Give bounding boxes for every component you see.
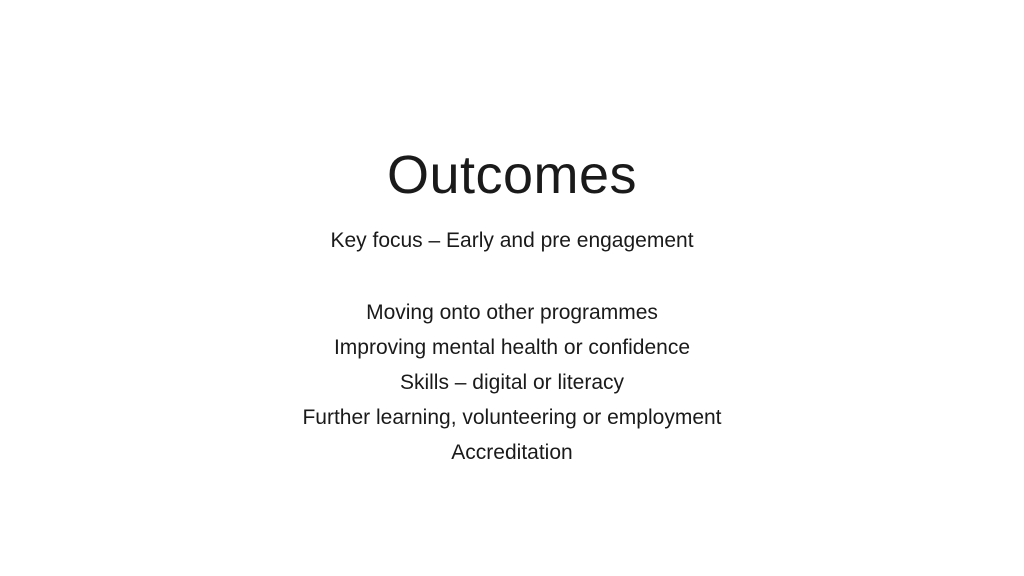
list-item: Improving mental health or confidence [333, 336, 691, 359]
list-item: Accreditation [451, 441, 573, 464]
list-item: Moving onto other programmes [366, 301, 658, 324]
list-item: Skills – digital or literacy [399, 371, 625, 394]
slide-subtitle: Key focus – Early and pre engagement [330, 229, 694, 252]
outcomes-list [0, 295, 1024, 470]
slide-title: Outcomes [386, 145, 638, 205]
list-item: Further learning, volunteering or employment [302, 406, 722, 429]
